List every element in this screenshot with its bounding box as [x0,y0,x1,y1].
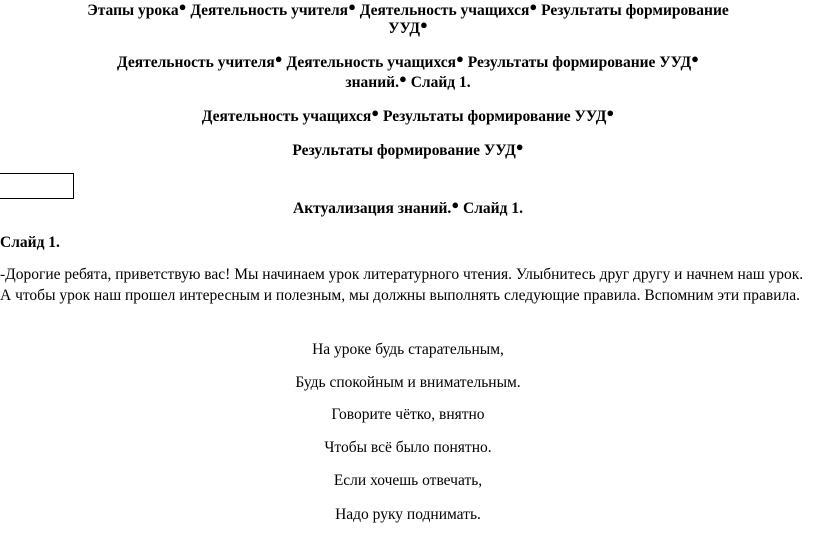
slide-label: Слайд 1. [0,234,60,251]
header-cell: Результаты формирование УУД [383,108,607,125]
header-row-4 [0,139,816,160]
header-cell: Деятельность учителя [190,2,349,19]
header-cell: Деятельность учащихся [359,2,530,19]
stage-slide-label: Слайд 1. [463,200,523,217]
header-cell: Результаты формирование [541,2,729,19]
header-row-2-continuation [0,71,816,92]
header-cell: Результаты формирование УУД [292,142,516,159]
stage-title-text: Актуализация знаний. [293,200,452,217]
header-row-3 [0,105,816,126]
empty-table-cell [0,173,74,199]
header-cell: знаний. [345,74,399,91]
bullet-icon: ● [371,105,380,120]
bullet-icon: ● [691,51,700,66]
bullet-icon: ● [420,17,428,32]
header-cell: Деятельность учащихся [201,108,372,125]
poem-line: Говорите чётко, внятно [331,406,485,423]
header-cell: Деятельность учителя [116,54,275,71]
bullet-icon: ● [348,0,356,14]
bullet-icon: ● [456,51,464,66]
poem-line: Чтобы всё было понятно. [324,439,492,456]
header-cell: УУД [388,20,420,37]
bullet-icon: ● [515,139,524,154]
header-row-1 [0,2,816,20]
stage-title [0,197,816,218]
bullet-icon: ● [398,71,407,86]
header-cell: Этапы урока [87,2,179,19]
poem-line: Будь спокойным и внимательным. [295,374,521,391]
header-cell: Слайд 1. [410,74,471,91]
poem-line: Если хочешь отвечать, [333,472,483,489]
bullet-icon: ● [178,0,187,14]
bullet-icon: ● [529,0,538,14]
header-cell: Деятельность учащихся [286,54,457,71]
header-cell: Результаты формирование УУД [467,54,692,71]
header-row-1-continuation [0,17,816,38]
teacher-greeting-paragraph: -Дорогие ребята, приветствую вас! Мы начинаем урок литературного чтения. Улыбнитесь друг другу и начнем наш урок. А чтобы урок наш прошел интересным и полезным, мы должны выполнять следующие правила. Вспомним эти правила. [0,266,804,304]
poem-line: На уроке будь старательным, [312,341,504,358]
bullet-icon: ● [606,105,615,120]
header-row-2 [0,51,816,72]
bullet-icon: ● [274,51,283,66]
bullet-icon: ● [451,197,460,212]
poem-line: Надо руку поднимать. [335,506,481,523]
